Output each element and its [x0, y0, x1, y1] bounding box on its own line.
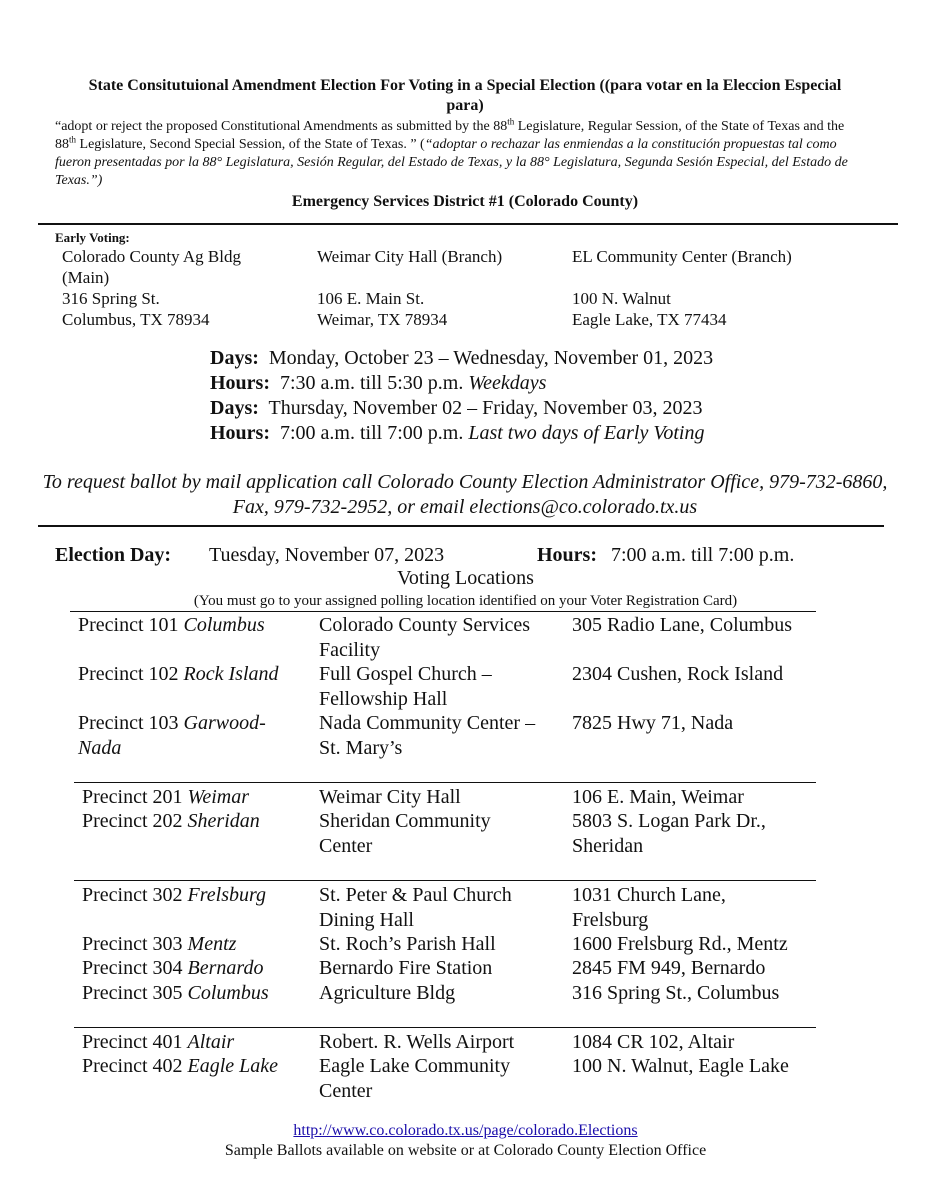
- location-city: Weimar, TX 78934: [317, 310, 448, 329]
- polling-location: Nada Community Center – St. Mary’s: [319, 712, 536, 759]
- early-voting-label: Early Voting:: [55, 230, 130, 245]
- polling-location: Full Gospel Church – Fellowship Hall: [319, 663, 492, 710]
- precinct-name: Precinct 401 Altair: [82, 1031, 235, 1053]
- precinct-name: Precinct 402 Eagle Lake: [82, 1055, 279, 1077]
- precinct-name: Precinct 102 Rock Island: [78, 663, 279, 685]
- polling-address: 1031 Church Lane, Frelsburg: [572, 884, 726, 931]
- schedule-label: Hours:: [210, 422, 270, 444]
- polling-address: 2845 FM 949, Bernardo: [572, 957, 766, 979]
- description-text-a: “adopt or reject the proposed Constitutional Amendments as submitted by the 88: [55, 119, 508, 134]
- schedule-text: 7:30 a.m. till 5:30 p.m.: [270, 372, 469, 394]
- voting-locations-title: Voting Locations: [397, 567, 534, 589]
- polling-address: 316 Spring St., Columbus: [572, 982, 780, 1004]
- location-name: EL Community Center (Branch): [572, 247, 792, 266]
- polling-location: Colorado County Services Facility: [319, 614, 531, 661]
- superscript-th: th: [507, 116, 515, 127]
- polling-location: St. Roch’s Parish Hall: [319, 933, 496, 955]
- precinct-name: Precinct 201 Weimar: [82, 786, 250, 808]
- schedule-text: Thursday, November 02 – Friday, November 03, 2023: [258, 397, 703, 419]
- description-text-b: Legislature, Regular Session, of the State of Texas and the 88: [55, 119, 845, 152]
- polling-address: 100 N. Walnut, Eagle Lake: [572, 1055, 789, 1077]
- precinct-name: Precinct 302 Frelsburg: [82, 884, 267, 906]
- district-name: Emergency Services District #1 (Colorado County): [291, 193, 639, 210]
- location-city: Columbus, TX 78934: [62, 310, 210, 329]
- precinct-name: Precinct 103 Garwood- Nada: [78, 712, 266, 759]
- location-name: Weimar City Hall (Branch): [317, 247, 503, 266]
- elections-website-link[interactable]: http://www.co.colorado.tx.us/page/colorado.Elections: [293, 1122, 638, 1139]
- schedule-line: [210, 396, 713, 421]
- schedule-label: Days:: [210, 347, 259, 369]
- election-day-date: Tuesday, November 07, 2023: [209, 544, 445, 566]
- location-city: Eagle Lake, TX 77434: [572, 310, 727, 329]
- precinct-name: Precinct 305 Columbus: [82, 982, 269, 1004]
- divider-rule: [38, 223, 898, 225]
- schedule-label: Hours:: [210, 372, 270, 394]
- table-rule: [74, 1027, 816, 1028]
- precinct-name: Precinct 304 Bernardo: [82, 957, 264, 979]
- divider-rule: [38, 525, 884, 527]
- description-text-c: Legislature, Second Special Session, of the State of Texas. ” (: [76, 137, 425, 152]
- polling-address: 5803 S. Logan Park Dr., Sheridan: [572, 810, 766, 857]
- polling-location: Sheridan Community Center: [319, 810, 491, 857]
- table-rule: [74, 880, 816, 881]
- description-spanish: “adoptar o rechazar las enmiendas a la constitución propuestas tal como fueron presentadas por la 88° Legislatura, Sesión Regular, del Estado de Texas, y la 88° Legislatura, Segunda Sesión Especial, del Estado de Texas.”): [55, 137, 848, 188]
- early-voting-schedule: [210, 346, 713, 446]
- precinct-name: Precinct 202 Sheridan: [82, 810, 260, 832]
- amendment-description: [55, 118, 865, 190]
- notice-title: State Consitutuional Amendment Election For Voting in a Special Election ((para votar en la Eleccion Especial para): [88, 77, 842, 114]
- superscript-th: th: [69, 134, 77, 145]
- polling-address: 2304 Cushen, Rock Island: [572, 663, 784, 685]
- polling-location: St. Peter & Paul Church Dining Hall: [319, 884, 512, 931]
- early-voting-location-weimar: [317, 246, 502, 330]
- polling-location: Agriculture Bldg: [319, 982, 456, 1004]
- polling-address: 7825 Hwy 71, Nada: [572, 712, 734, 734]
- location-street: 106 E. Main St.: [317, 289, 425, 308]
- location-name-cont: (Main): [62, 268, 110, 287]
- schedule-label: Days:: [210, 397, 259, 419]
- table-rule: [74, 782, 816, 783]
- precinct-name: Precinct 303 Mentz: [82, 933, 237, 955]
- polling-location: Eagle Lake Community Center: [319, 1055, 511, 1102]
- election-day-hours: 7:00 a.m. till 7:00 p.m.: [611, 544, 795, 566]
- sample-ballots-note: Sample Ballots available on website or at Colorado County Election Office: [224, 1142, 707, 1159]
- polling-address: 106 E. Main, Weimar: [572, 786, 744, 808]
- polling-location: Weimar City Hall: [319, 786, 461, 808]
- ballot-by-mail-request: To request ballot by mail application call Colorado County Election Administrator Office, 979-732-6860, Fax, 979-732-2952, or email elections@co.colorado.tx.us: [42, 471, 888, 518]
- polling-location-note: (You must go to your assigned polling location identified on your Voter Registration Card): [193, 593, 738, 609]
- polling-location: Robert. R. Wells Airport: [319, 1031, 515, 1053]
- polling-address: 1084 CR 102, Altair: [572, 1031, 735, 1053]
- table-rule: [70, 611, 816, 612]
- schedule-line: [210, 421, 713, 446]
- schedule-text: Monday, October 23 – Wednesday, November 01, 2023: [258, 347, 714, 369]
- polling-location: Bernardo Fire Station: [319, 957, 493, 979]
- polling-address: 305 Radio Lane, Columbus: [572, 614, 792, 636]
- schedule-note: Last two days of Early Voting: [468, 422, 705, 444]
- early-voting-location-main: [62, 246, 241, 330]
- location-street: 316 Spring St.: [62, 289, 160, 308]
- schedule-line: [210, 371, 713, 396]
- location-name: Colorado County Ag Bldg: [62, 247, 241, 266]
- election-day-label: Election Day:: [55, 544, 172, 566]
- schedule-text: 7:00 a.m. till 7:00 p.m.: [270, 422, 469, 444]
- early-voting-location-eagle-lake: [572, 246, 792, 330]
- election-day-hours-label: Hours:: [537, 544, 597, 566]
- location-street: 100 N. Walnut: [572, 289, 671, 308]
- polling-address: 1600 Frelsburg Rd., Mentz: [572, 933, 788, 955]
- schedule-line: [210, 346, 713, 371]
- schedule-note: Weekdays: [468, 372, 547, 394]
- precinct-name: Precinct 101 Columbus: [78, 614, 265, 636]
